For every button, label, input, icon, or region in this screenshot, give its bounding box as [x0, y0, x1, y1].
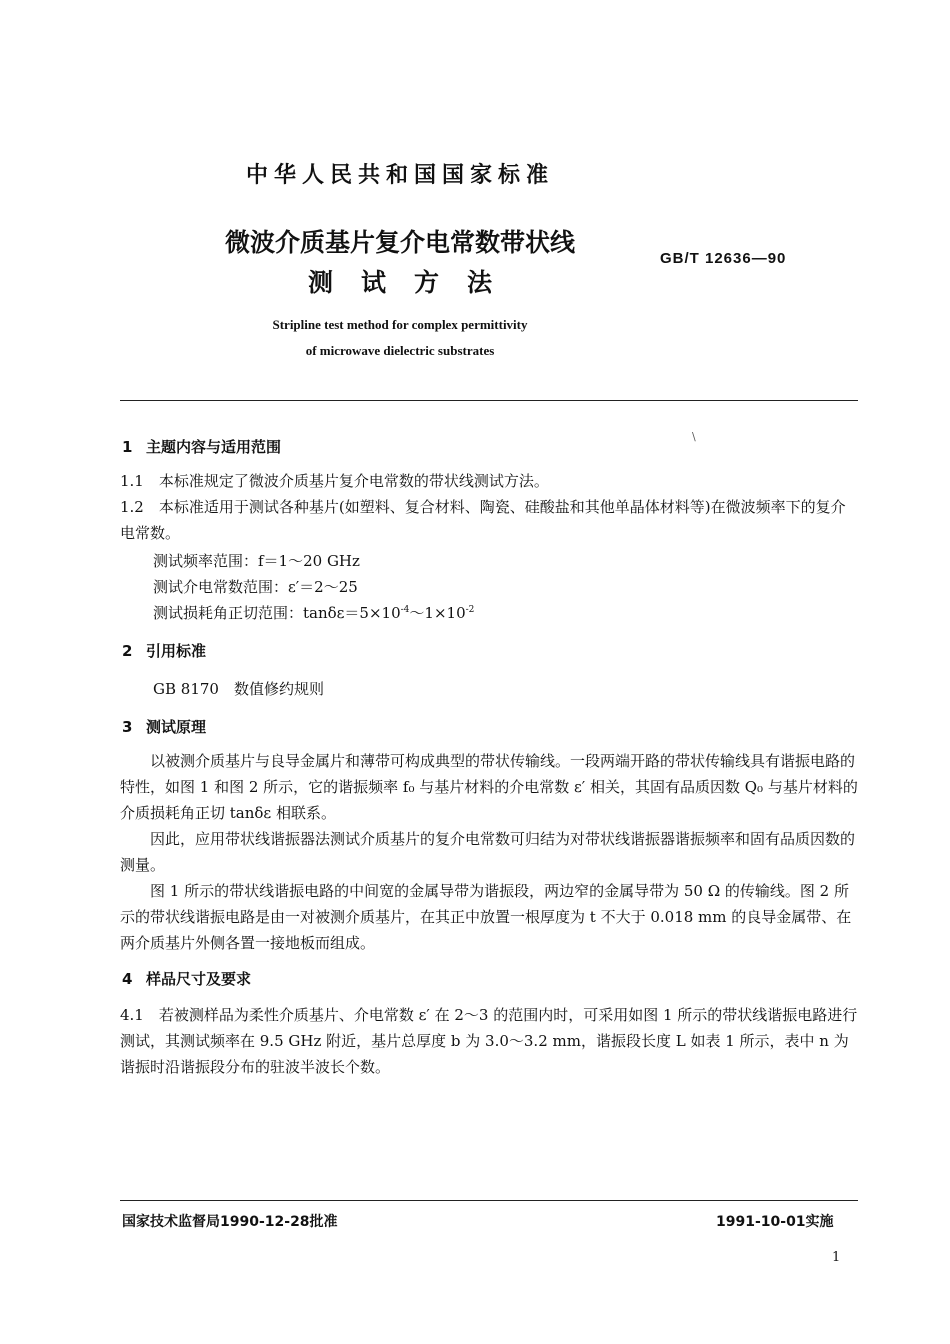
- standard-title-cn-line2: 测试方法: [307, 268, 520, 297]
- principle-paragraph-2: 因此，应用带状线谐振器法测试介质基片的复介电常数可归结为对带状线谐振器谐振频率和固有品质因数的测量。: [120, 830, 856, 874]
- loss-range-prefix: 测试损耗角正切范围：tanδε＝5×10: [153, 604, 401, 622]
- permittivity-range: 测试介电常数范围：ε′＝2～25: [153, 578, 358, 596]
- section-number: 4: [122, 970, 133, 988]
- referenced-standard: GB 8170 数值修约规则: [153, 680, 324, 698]
- principle-paragraph-3: 图 1 所示的带状线谐振电路的中间宽的金属导带为谐振段，两边窄的金属导带为 50 Ω 的传输线。图 2 所示的带状线谐振电路是由一对被测介质基片，在其正中放置一根厚度为 t 不大于 0.018 mm 的良导金属带、在两介质基片外侧各置一接地板而组成。: [120, 882, 852, 952]
- loss-range-mid: ～1×10: [409, 604, 466, 622]
- header-divider: [120, 400, 858, 401]
- loss-tangent-range: [153, 602, 891, 623]
- loss-exponent-1: -4: [400, 605, 410, 615]
- clause-1-1: 1.1 本标准规定了微波介质基片复介电常数的带状线测试方法。: [120, 472, 549, 490]
- section-title: 样品尺寸及要求: [146, 970, 252, 988]
- implementation-date: 1991-10-01实施: [716, 1214, 834, 1230]
- standard-code: GB/T 12636—90: [660, 250, 787, 267]
- standard-title-cn-line1: 微波介质基片复介电常数带状线: [224, 228, 575, 257]
- section-1-heading: [122, 436, 281, 457]
- approval-date: 国家技术监督局1990-12-28批准: [122, 1214, 338, 1230]
- section-3-heading: [122, 716, 206, 737]
- section-title: 主题内容与适用范围: [146, 438, 282, 456]
- national-standard-heading: 中华人民共和国国家标准: [245, 163, 554, 188]
- footer-divider: [120, 1200, 858, 1201]
- section-number: 2: [122, 642, 133, 660]
- stray-mark: \: [692, 430, 696, 443]
- section-title: 测试原理: [146, 718, 207, 736]
- clause-4-1: 4.1 若被测样品为柔性介质基片、介电常数 ε′ 在 2～3 的范围内时，可采用如图 1 所示的带状线谐振电路进行测试，其测试频率在 9.5 GHz 附近，基片总厚度 b 为 3.0～3.2 mm，谐振段长度 L 如表 1 所示，表中 n 为谐振时沿谐振段分布的驻波半波长个数。: [120, 1006, 858, 1076]
- clause-1-2: 1.2 本标准适用于测试各种基片(如塑料、复合材料、陶瓷、硅酸盐和其他单晶体材料等)在微波频率下的复介电常数。: [120, 498, 846, 542]
- standard-title-en-line1: Stripline test method for complex permittivity: [272, 317, 528, 332]
- loss-exponent-2: -2: [465, 605, 475, 615]
- standard-title-en-line2: of microwave dielectric substrates: [305, 343, 495, 358]
- frequency-range: 测试频率范围：f＝1～20 GHz: [153, 552, 360, 570]
- section-2-heading: [122, 640, 206, 661]
- section-number: 3: [122, 718, 133, 736]
- page-number: 1: [832, 1250, 841, 1265]
- section-title: 引用标准: [146, 642, 207, 660]
- principle-paragraph-1: 以被测介质基片与良导金属片和薄带可构成典型的带状传输线。一段两端开路的带状传输线具有谐振电路的特性，如图 1 和图 2 所示，它的谐振频率 f₀ 与基片材料的介电常数 ε′ 相关，其固有品质因数 Q₀ 与基片材料的介质损耗角正切 tanδε 相联系。: [120, 752, 858, 822]
- section-4-heading: [122, 968, 251, 989]
- section-number: 1: [122, 438, 133, 456]
